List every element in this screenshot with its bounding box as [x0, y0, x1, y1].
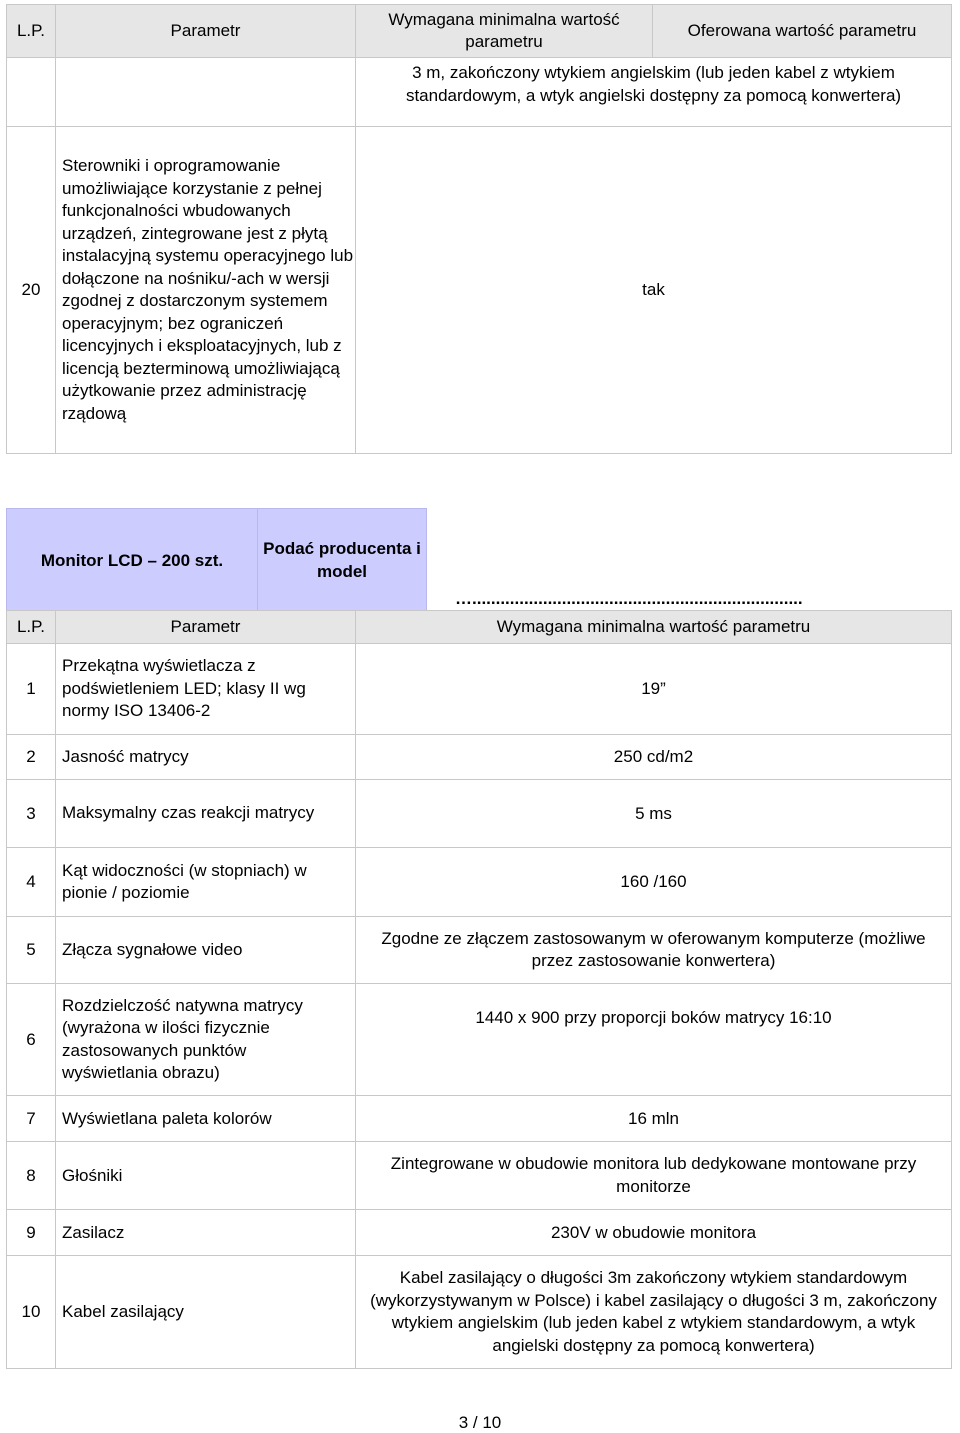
row-number: 9: [7, 1210, 56, 1256]
table-row: [7, 1142, 952, 1210]
monitor-title: Monitor LCD – 200 szt.: [7, 509, 258, 613]
top-table: [6, 4, 952, 454]
row-parameter: Złącza sygnałowe video: [56, 917, 356, 984]
continuation-row: [7, 58, 952, 127]
row-value: 5 ms: [356, 780, 952, 848]
header-lp: L.P.: [7, 5, 56, 58]
table-row: [7, 780, 952, 848]
row-parameter: Zasilacz: [56, 1210, 356, 1256]
page-number: 3 / 10: [458, 1413, 502, 1432]
row-value: tak: [356, 127, 952, 454]
spec-header-row: [7, 611, 952, 644]
table-row: [7, 644, 952, 735]
table-row: [7, 917, 952, 984]
row-parameter: Wyświetlana paleta kolorów: [56, 1096, 356, 1142]
row-number: 4: [7, 848, 56, 917]
row-value: Kabel zasilający o długości 3m zakończony wtykiem standardowym (wykorzystywanym w Polsce) i kabel zasilający o długości 3 m, zakończony wtykiem angielskim (lub jeden kabel z wtykiem standardowym, a wtyk angielski dostępny za pomocą konwertera): [356, 1256, 952, 1369]
row-value: Zgodne ze złączem zastosowanym w oferowanym komputerze (możliwe przez zastosowanie konwertera): [356, 917, 952, 984]
row-parameter: Maksymalny czas reakcji matrycy: [56, 780, 356, 848]
monitor-spec-table: [6, 610, 952, 1369]
producer-model-blank: …......................................................................: [427, 509, 957, 613]
row-number: 1: [7, 644, 56, 735]
row-parameter: Przekątna wyświetlacza z podświetleniem LED; klasy II wg normy ISO 13406-2: [56, 644, 356, 735]
table-row: [7, 984, 952, 1096]
header-lp: L.P.: [7, 611, 56, 644]
row-number: 8: [7, 1142, 56, 1210]
header-required-value: Wymagana minimalna wartość parametru: [356, 5, 653, 58]
row-number: 3: [7, 780, 56, 848]
continuation-text: 3 m, zakończony wtykiem angielskim (lub jeden kabel z wtykiem standardowym, a wtyk angielski dostępny za pomocą konwertera): [356, 58, 952, 127]
row-parameter: Kabel zasilający: [56, 1256, 356, 1369]
producer-label: Podać producenta i model: [258, 509, 427, 613]
row-number: 2: [7, 735, 56, 780]
row-number: 7: [7, 1096, 56, 1142]
row-parameter: Kąt widoczności (w stopniach) w pionie / poziomie: [56, 848, 356, 917]
row-number: 10: [7, 1256, 56, 1369]
header-offered-value: Oferowana wartość parametru: [653, 5, 952, 58]
row-parameter: Sterowniki i oprogramowanie umożliwiające korzystanie z pełnej funkcjonalności wbudowanych urządzeń, zintegrowane jest z płytą instalacyjną systemu operacyjnego lub dołączone na nośniku/-ach w wersji zgodnej z dostarczonym systemem operacyjnym; bez ograniczeń licencyjnych i eksploatacyjnych, lub z licencją bezterminową umożliwiającą użytkowanie przez administrację rządową: [56, 127, 356, 454]
row-value: 19”: [356, 644, 952, 735]
row-number: 20: [7, 127, 56, 454]
row-parameter: Jasność matrycy: [56, 735, 356, 780]
row-value: 1440 x 900 przy proporcji boków matrycy 16:10: [356, 984, 952, 1096]
header-required-value: Wymagana minimalna wartość parametru: [356, 611, 952, 644]
row-value: 250 cd/m2: [356, 735, 952, 780]
top-table-header-row: [7, 5, 952, 58]
table-row: [7, 735, 952, 780]
table-row-20: [7, 127, 952, 454]
row-value: 160 /160: [356, 848, 952, 917]
monitor-banner: [6, 508, 957, 613]
table-row: [7, 848, 952, 917]
row-parameter: Rozdzielczość natywna matrycy (wyrażona w ilości fizycznie zastosowanych punktów wyświetlania obrazu): [56, 984, 356, 1096]
header-parametr: Parametr: [56, 5, 356, 58]
row-value: 16 mln: [356, 1096, 952, 1142]
table-row: [7, 1096, 952, 1142]
row-value: Zintegrowane w obudowie monitora lub dedykowane montowane przy monitorze: [356, 1142, 952, 1210]
table-row: [7, 1256, 952, 1369]
row-number: 5: [7, 917, 56, 984]
row-number: 6: [7, 984, 56, 1096]
row-value: 230V w obudowie monitora: [356, 1210, 952, 1256]
header-parametr: Parametr: [56, 611, 356, 644]
table-row: [7, 1210, 952, 1256]
row-parameter: Głośniki: [56, 1142, 356, 1210]
